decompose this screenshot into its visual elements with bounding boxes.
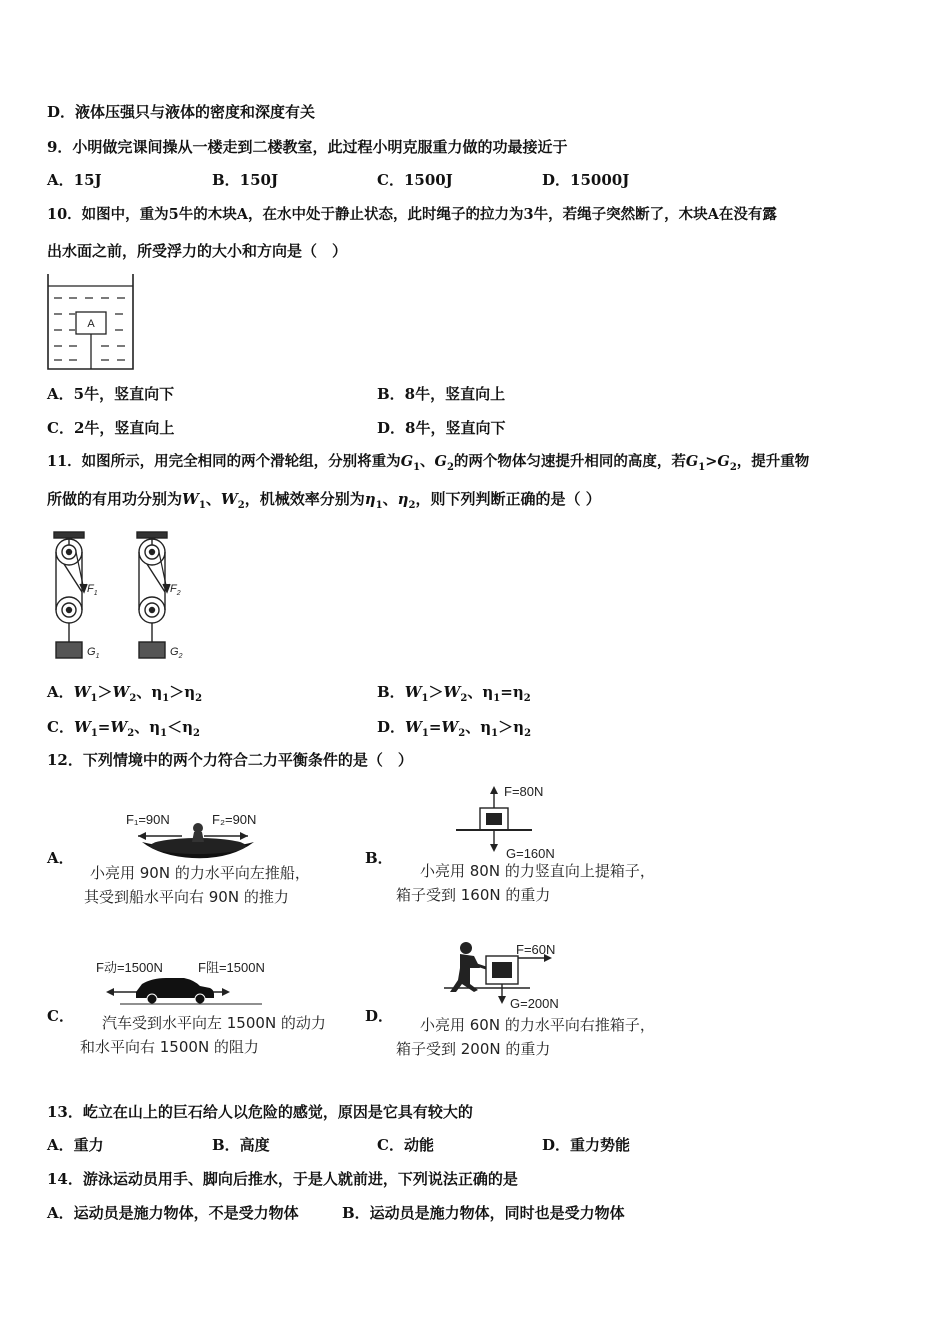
q10-option-d: D．8牛，竖直向下 [377,419,506,437]
q11-option-c: C．$W_1=W_2$、$\eta_1<\eta_2$ [47,718,200,739]
q11-pulley-system-2 [137,532,170,658]
q14-option-b: B．运动员是施力物体，同时也是受力物体 [342,1204,625,1222]
q12b-f-label: F=80N [504,784,544,799]
q11-f1-label: $F_1$ [87,583,98,597]
q11-option-d: D．$W_1=W_2$、$\eta_1>\eta_2$ [377,718,532,739]
q12d-caption-line2: 箱子受到 200N 的重力 [396,1040,551,1058]
q11-f2-label: $F_2$ [170,583,181,597]
q9-stem: 9．小明做完课间操从一楼走到二楼教室，此过程小明克服重力做的功最接近于 [47,138,568,156]
q11-stem-line1: 11．如图所示，用完全相同的两个滑轮组，分别将重为$G_1$、$G_2$的两个物体匀速提升相同的高度，若$G_1>G_2$，提升重物 [47,453,810,473]
q12-option-b-figure [450,780,590,862]
q12d-g-label: G=200N [510,996,559,1011]
q9-option-c: C．1500J [377,171,453,189]
q12d-person-figure [450,942,480,992]
q12d-caption-line1: 小亮用 60N 的力水平向右推箱子， [420,1016,655,1034]
q10-option-c: C．2牛，竖直向上 [47,419,175,437]
q13-option-b: B．高度 [212,1136,270,1154]
q12-option-a-figure [120,808,280,860]
q12b-caption-line1: 小亮用 80N 的力竖直向上提箱子， [420,862,655,880]
q12c-caption-line2: 和水平向右 1500N 的阻力 [80,1038,259,1056]
q12a-f2-label: F₂=90N [212,812,257,827]
q13-option-a: A．重力 [47,1136,104,1154]
q12-option-b-letter: B． [365,849,393,867]
q11-option-a: A．$W_1>W_2$、$\eta_1>\eta_2$ [47,683,203,704]
q13-option-c: C．动能 [377,1136,434,1154]
q11-pulley-figure [40,530,200,665]
q11-option-b: B．$W_1>W_2$、$\eta_1=\eta_2$ [377,683,531,704]
q11-g2-label: $G_2$ [170,646,183,660]
q12c-f1-label: F动=1500N [96,960,163,975]
q10-water-container-figure [45,272,137,372]
q12-option-d-figure [440,938,600,1012]
q13-option-d: D．重力势能 [542,1136,631,1154]
q8-option-d: D．液体压强只与液体的密度和深度有关 [47,103,316,121]
q12-option-c-letter: C． [47,1007,74,1025]
q12-stem: 12．下列情境中的两个力符合二力平衡条件的是（ ） [47,751,413,769]
q12d-f-label: F=60N [516,942,556,957]
q10-block-label: A [87,318,95,330]
q14-option-a: A．运动员是施力物体，不是受力物体 [47,1204,299,1222]
q9-option-a: A．15J [47,171,102,189]
q12b-g-label: G=160N [506,846,555,861]
q10-option-b: B．8牛，竖直向上 [377,385,506,403]
q12a-f1-label: F₁=90N [126,812,170,827]
q12a-caption-line1: 小亮用 90N 的力水平向左推船， [90,864,310,882]
q13-stem: 13．屹立在山上的巨石给人以危险的感觉，原因是它具有较大的 [47,1103,473,1121]
q10-option-a: A．5牛，竖直向下 [47,385,175,403]
q12c-caption-line1: 汽车受到水平向左 1500N 的动力 [102,1014,326,1032]
q14-stem: 14．游泳运动员用手、脚向后推水，于是人就前进，下列说法正确的是 [47,1170,518,1188]
q10-stem-line2: 出水面之前，所受浮力的大小和方向是（ ） [47,242,348,260]
q12-option-a-letter: A． [47,849,74,867]
q10-stem-line1: 10．如图中，重为5牛的木块A，在水中处于静止状态，此时绳子的拉力为3牛，若绳子突然断了，木块A在没有露 [47,206,777,223]
q12c-f2-label: F阻=1500N [198,960,265,975]
q11-stem-line2: 所做的有用功分别为$W_1$、$W_2$，机械效率分别为$\eta_1$、$\eta_2$，则下列判断正确的是（ ） [47,490,601,511]
q9-option-b: B．150J [212,171,279,189]
q11-g1-label: $G_1$ [87,646,100,660]
q9-option-d: D．15000J [542,171,630,189]
q12b-caption-line2: 箱子受到 160N 的重力 [396,886,551,904]
q12a-caption-line2: 其受到船水平向右 90N 的推力 [84,888,289,906]
q12a-person [193,823,203,833]
q12-option-d-letter: D． [365,1007,394,1025]
q12-option-c-figure [92,956,282,1008]
q11-pulley-system-1 [54,532,87,658]
